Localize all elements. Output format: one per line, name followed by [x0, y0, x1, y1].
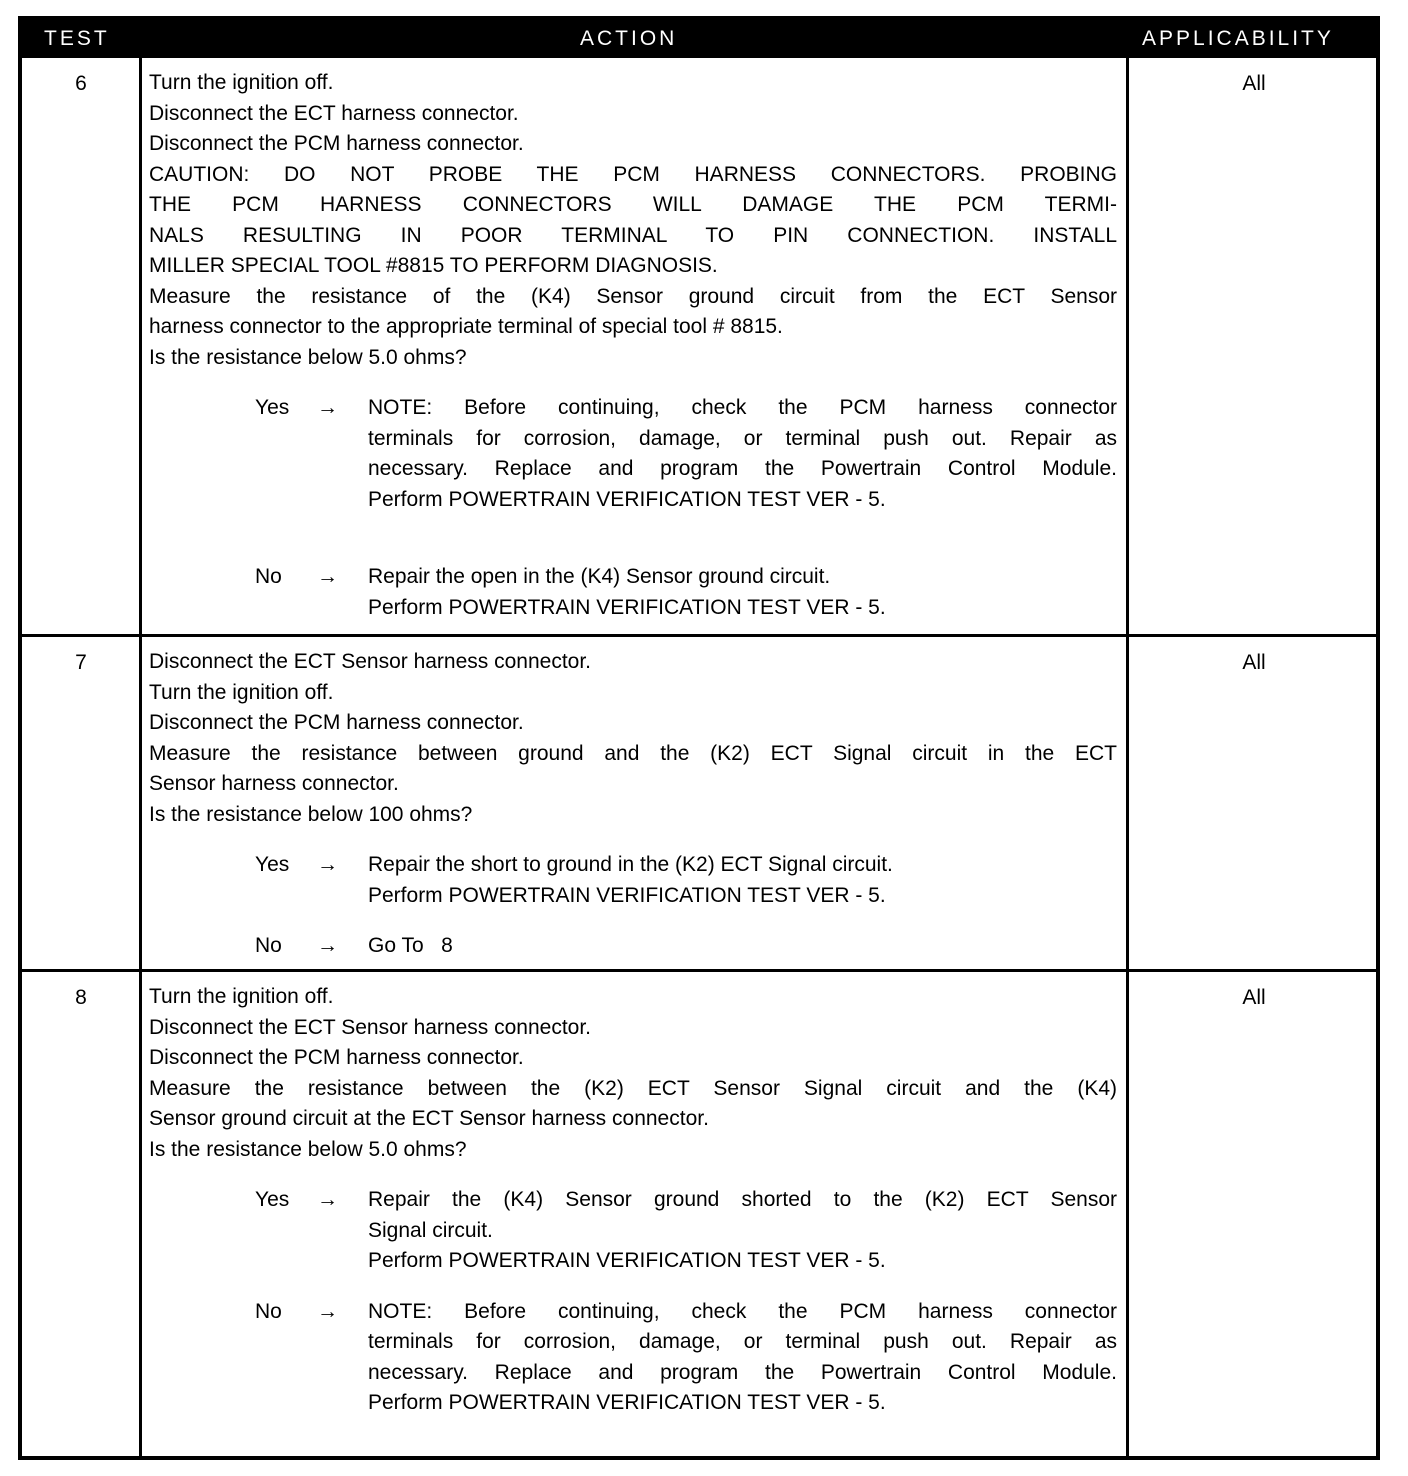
test-number: 6	[75, 72, 87, 95]
answer-text: Signal circuit.	[368, 1218, 493, 1242]
answer-text: necessary. Replace and program the Powertrain Control Module.	[368, 1360, 1117, 1384]
question-text: Is the resistance below 5.0 ohms?	[149, 1137, 467, 1161]
step-text: Disconnect the PCM harness connector.	[149, 1046, 524, 1069]
answer-text: terminals for corrosion, damage, or terminal push out. Repair as	[368, 1330, 1117, 1353]
caution-text: CAUTION: DO NOT PROBE THE PCM HARNESS CONNECTORS. PROBING	[149, 162, 1117, 186]
table-header	[22, 20, 1376, 58]
no-label: No	[255, 1299, 282, 1323]
yes-answer	[149, 393, 1117, 515]
answer-text: Perform POWERTRAIN VERIFICATION TEST VER - 5.	[368, 1391, 886, 1414]
step-text: Turn the ignition off.	[149, 985, 334, 1008]
arrow-icon: →	[317, 396, 338, 419]
question-text: Is the resistance below 5.0 ohms?	[149, 345, 467, 369]
measure-text: Sensor harness connector.	[149, 772, 399, 795]
yes-label: Yes	[255, 1188, 290, 1211]
no-answer	[149, 931, 1117, 962]
test-number: 7	[75, 651, 87, 674]
answer-text: Repair the open in the (K4) Sensor ground circuit.	[368, 565, 831, 588]
answer-text: NOTE: Before continuing, check the PCM harness connector	[368, 396, 1117, 419]
caution-text: NALS RESULTING IN POOR TERMINAL TO PIN CONNECTION. INSTALL	[149, 223, 1117, 247]
row-divider	[22, 969, 1376, 972]
step-text: Turn the ignition off.	[149, 680, 334, 704]
answer-text: Perform POWERTRAIN VERIFICATION TEST VER - 5.	[368, 487, 886, 511]
step-text: Disconnect the PCM harness connector.	[149, 132, 524, 155]
column-divider	[139, 58, 142, 1456]
measure-text: Sensor ground circuit at the ECT Sensor harness connector.	[149, 1107, 709, 1130]
column-divider	[1126, 58, 1129, 1456]
step-text: Disconnect the ECT harness connector.	[149, 101, 519, 125]
step-text: Turn the ignition off.	[149, 71, 334, 94]
arrow-icon: →	[317, 565, 338, 588]
arrow-icon: →	[317, 934, 338, 957]
arrow-icon: →	[317, 1299, 338, 1323]
arrow-icon: →	[317, 1188, 338, 1211]
answer-text: Perform POWERTRAIN VERIFICATION TEST VER - 5.	[368, 1249, 886, 1272]
yes-answer	[149, 850, 1117, 911]
yes-label: Yes	[255, 853, 290, 876]
answer-text: Repair the short to ground in the (K2) ECT Signal circuit.	[368, 853, 893, 876]
question-text: Is the resistance below 100 ohms?	[149, 802, 473, 826]
measure-text: Measure the resistance between ground and the (K2) ECT Signal circuit in the ECT	[149, 741, 1117, 765]
row-divider	[22, 634, 1376, 637]
action-cell	[149, 982, 1117, 1419]
measure-text: Measure the resistance between the (K2) ECT Sensor Signal circuit and the (K4)	[149, 1076, 1117, 1100]
action-cell	[149, 68, 1117, 623]
answer-text: terminals for corrosion, damage, or terminal push out. Repair as	[368, 426, 1117, 450]
applicability-value: All	[1242, 651, 1266, 674]
yes-label: Yes	[255, 396, 290, 419]
no-answer	[149, 562, 1117, 623]
step-text: Disconnect the PCM harness connector.	[149, 711, 524, 734]
test-number: 8	[75, 986, 87, 1009]
goto-link[interactable]: Go To 8	[368, 934, 453, 957]
no-label: No	[255, 565, 282, 588]
header-applicability: APPLICABILITY	[1142, 27, 1334, 50]
answer-text: Perform POWERTRAIN VERIFICATION TEST VER - 5.	[368, 595, 886, 619]
diagnostic-test-table	[18, 16, 1380, 1460]
caution-text: MILLER SPECIAL TOOL #8815 TO PERFORM DIAGNOSIS.	[149, 254, 718, 277]
measure-text: Measure the resistance of the (K4) Sensor ground circuit from the ECT Sensor	[149, 284, 1117, 308]
applicability-value: All	[1242, 72, 1266, 95]
applicability-value: All	[1242, 986, 1266, 1009]
no-answer	[149, 1297, 1117, 1419]
no-label: No	[255, 934, 282, 957]
step-text: Disconnect the ECT Sensor harness connector.	[149, 650, 592, 673]
answer-text: NOTE: Before continuing, check the PCM harness connector	[368, 1299, 1117, 1323]
answer-text: Perform POWERTRAIN VERIFICATION TEST VER - 5.	[368, 883, 886, 907]
header-test: TEST	[44, 27, 110, 50]
header-action: ACTION	[580, 27, 678, 50]
yes-answer	[149, 1185, 1117, 1277]
answer-text: necessary. Replace and program the Powertrain Control Module.	[368, 457, 1117, 480]
action-cell	[149, 647, 1117, 962]
step-text: Disconnect the ECT Sensor harness connector.	[149, 1015, 592, 1039]
arrow-icon: →	[317, 853, 338, 876]
caution-text: THE PCM HARNESS CONNECTORS WILL DAMAGE THE PCM TERMI-	[149, 193, 1117, 216]
measure-text: harness connector to the appropriate terminal of special tool # 8815.	[149, 315, 783, 338]
answer-text: Repair the (K4) Sensor ground shorted to the (K2) ECT Sensor	[368, 1188, 1117, 1211]
